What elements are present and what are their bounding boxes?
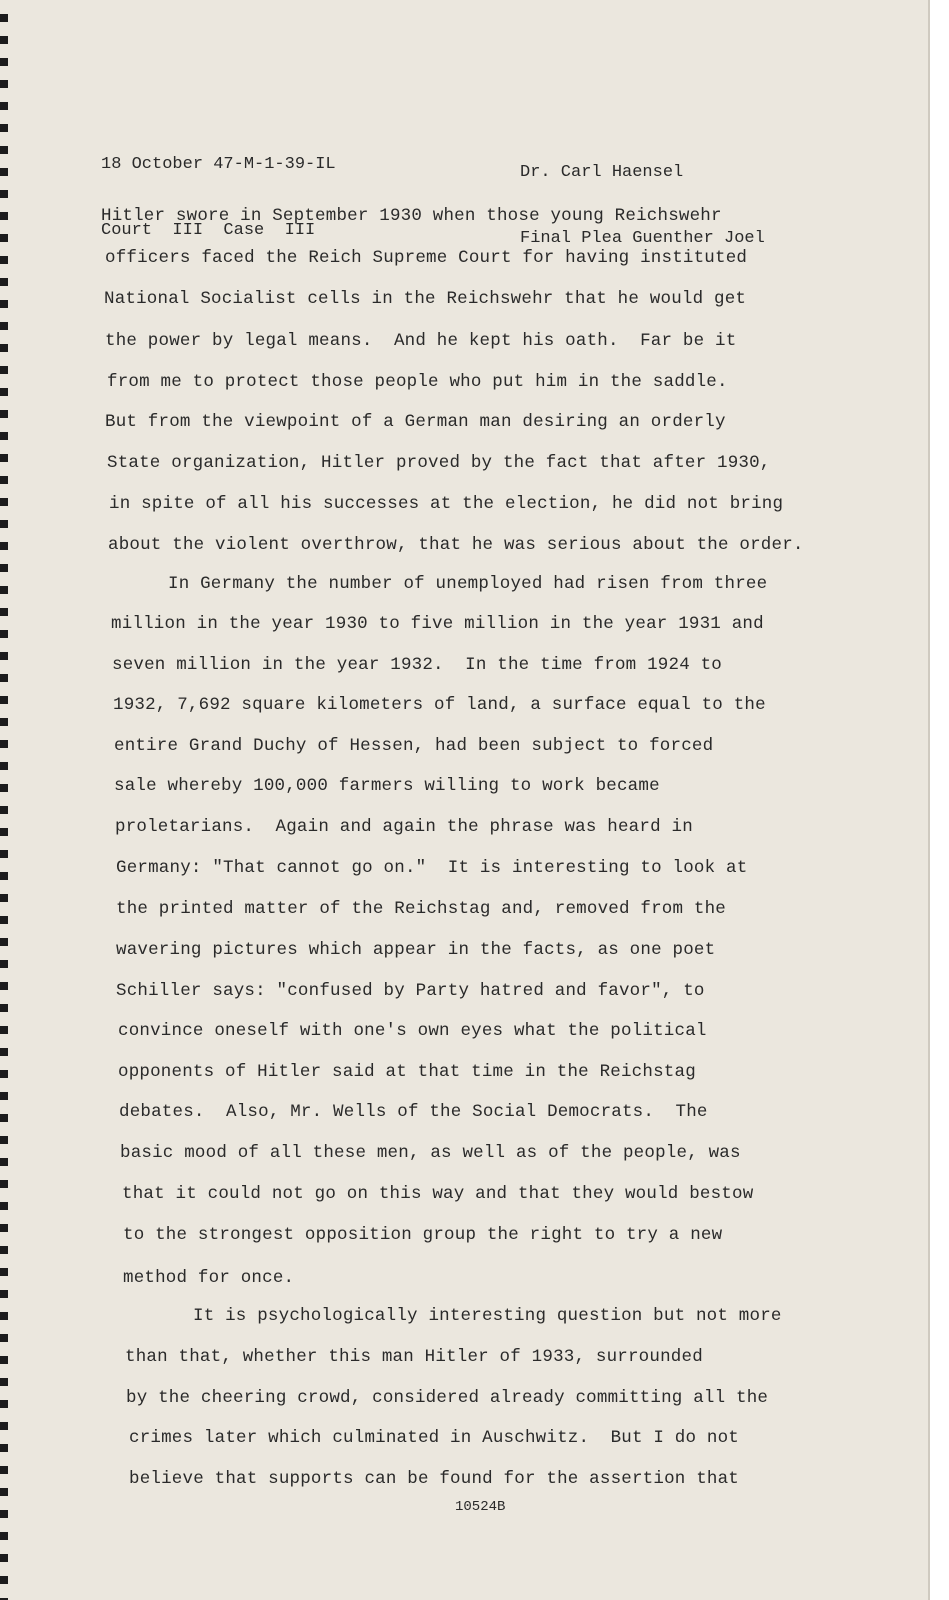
text-line: Germany: "That cannot go on." It is interesting to look at xyxy=(116,858,748,878)
text-line: sale whereby 100,000 farmers willing to work became xyxy=(114,776,660,796)
text-line: that it could not go on this way and that they would bestow xyxy=(122,1184,754,1204)
text-line: million in the year 1930 to five million in the year 1931 and xyxy=(111,614,764,634)
text-line: In Germany the number of unemployed had risen from three xyxy=(168,574,768,594)
text-line: by the cheering crowd, considered already committing all the xyxy=(126,1388,769,1408)
text-line: opponents of Hitler said at that time in the Reichstag xyxy=(118,1062,696,1082)
header-court-case: Court III Case III xyxy=(101,221,316,240)
text-line: believe that supports can be found for the assertion that xyxy=(129,1469,739,1489)
text-line: officers faced the Reich Supreme Court for having instituted xyxy=(105,248,748,268)
text-line: debates. Also, Mr. Wells of the Social Democrats. The xyxy=(119,1102,708,1122)
header-date-reference: 18 October 47-M-1-39-IL xyxy=(101,155,336,174)
text-line: seven million in the year 1932. In the time from 1924 to xyxy=(112,655,722,675)
text-line: than that, whether this man Hitler of 1933, surrounded xyxy=(125,1347,703,1367)
text-line: National Socialist cells in the Reichswehr that he would get xyxy=(104,289,747,309)
text-line: in spite of all his successes at the election, he did not bring xyxy=(109,494,784,514)
header-author: Dr. Carl Haensel xyxy=(520,163,684,182)
page-number: 10524B xyxy=(455,1499,506,1515)
text-line: about the violent overthrow, that he was serious about the order. xyxy=(108,535,804,555)
text-line: the power by legal means. And he kept his oath. Far be it xyxy=(105,331,737,351)
text-line: Schiller says: "confused by Party hatred and favor", to xyxy=(116,981,705,1001)
header-document-title: Final Plea Guenther Joel xyxy=(520,229,765,248)
text-line: wavering pictures which appear in the facts, as one poet xyxy=(116,940,716,960)
text-line: from me to protect those people who put him in the saddle. xyxy=(107,372,728,392)
text-line: It is psychologically interesting question but not more xyxy=(193,1306,782,1326)
text-line: basic mood of all these men, as well as of the people, was xyxy=(120,1143,741,1163)
text-line: crimes later which culminated in Auschwitz. But I do not xyxy=(129,1428,739,1448)
text-line: Hitler swore in September 1930 when those young Reichswehr xyxy=(101,206,722,226)
text-line: convince oneself with one's own eyes what the political xyxy=(118,1021,707,1041)
text-line: to the strongest opposition group the right to try a new xyxy=(123,1225,723,1245)
text-line: the printed matter of the Reichstag and, removed from the xyxy=(116,899,726,919)
text-line: proletarians. Again and again the phrase was heard in xyxy=(115,817,693,837)
text-line: 1932, 7,692 square kilometers of land, a surface equal to the xyxy=(113,695,766,715)
text-line: method for once. xyxy=(123,1268,295,1288)
text-line: State organization, Hitler proved by the fact that after 1930, xyxy=(107,453,771,473)
text-line: entire Grand Duchy of Hessen, had been subject to forced xyxy=(114,736,714,756)
text-line: But from the viewpoint of a German man desiring an orderly xyxy=(105,412,726,432)
binding-edge xyxy=(0,0,8,1600)
